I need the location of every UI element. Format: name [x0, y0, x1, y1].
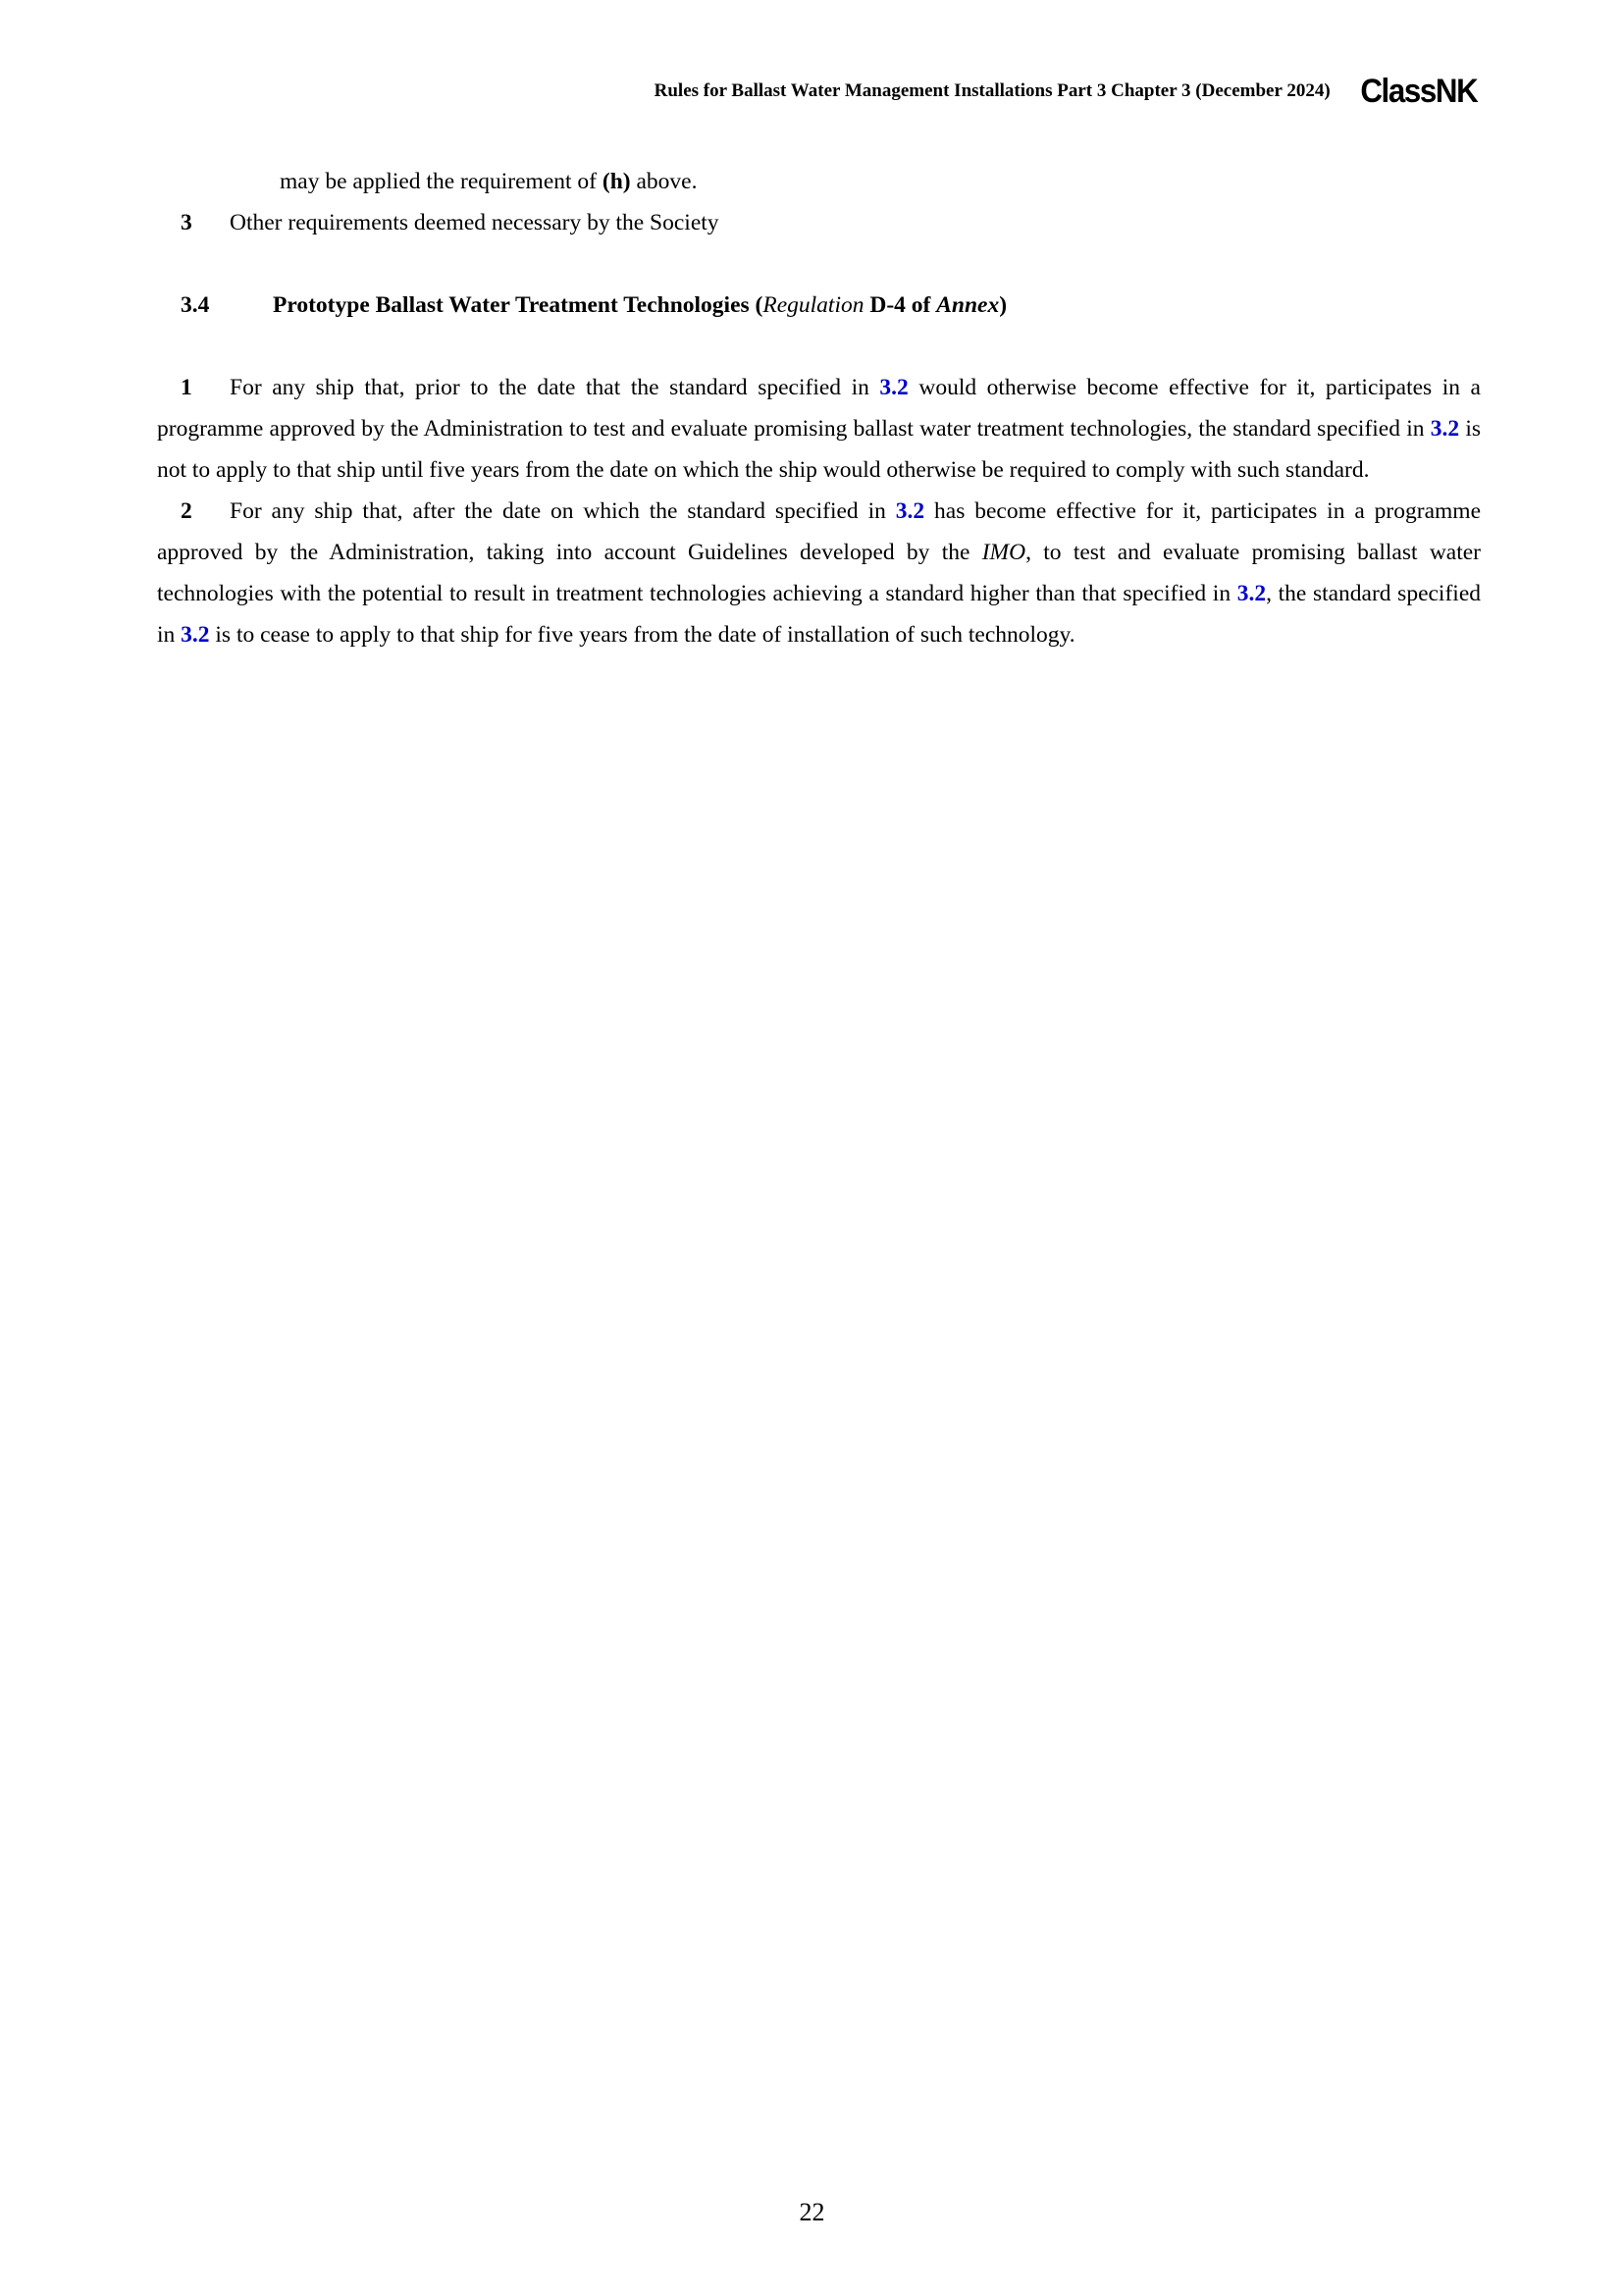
- reference-link-3-2[interactable]: 3.2: [895, 498, 925, 524]
- classnk-logo: ClassNK: [1360, 73, 1477, 110]
- paragraph-2-text: For any ship that, after the date on which the standard specified in: [230, 498, 896, 524]
- paragraph-2-text: , the standard specified in: [157, 581, 1482, 648]
- paragraph-2-text: , to test and evaluate promising ballast water technologies with the potential to result in treatment technologies achieving a standard higher than that specified in: [157, 540, 1482, 606]
- section-annex-word: Annex: [936, 292, 1000, 318]
- header-title: Rules for Ballast Water Management Installations Part 3 Chapter 3 (December 2024): [654, 80, 1331, 101]
- imo-abbreviation: IMO: [981, 540, 1026, 565]
- paragraph-1-text: For any ship that, prior to the date that the standard specified in: [230, 375, 880, 400]
- paragraph-2-text: has become effective for it, participates in a programme approved by the Administration, taking into account Guidelines developed by the: [157, 498, 1482, 565]
- paragraph-1: [157, 367, 1481, 491]
- paragraph-1-text: is not to apply to that ship until five years from the date on which the ship would otherwise be required to comply with such standard.: [157, 416, 1481, 483]
- page-number: 22: [799, 2198, 825, 2226]
- item-3: [157, 202, 1481, 243]
- item-3-number: 3: [181, 210, 192, 235]
- continuation-text: may be applied the requirement of: [280, 169, 602, 194]
- continuation-ref: (h): [602, 169, 631, 194]
- item-3-text: Other requirements deemed necessary by the Society: [230, 210, 719, 235]
- reference-link-3-2[interactable]: 3.2: [1430, 416, 1460, 442]
- section-number: 3.4: [181, 292, 210, 318]
- reference-link-3-2[interactable]: 3.2: [1236, 581, 1267, 606]
- section-heading: [157, 285, 1481, 326]
- paragraph-2-text: is to cease to apply to that ship for five years from the date of installation of such technology.: [209, 622, 1075, 648]
- continuation-line: [157, 161, 1481, 202]
- reference-link-3-2[interactable]: 3.2: [879, 375, 909, 400]
- document-body: [157, 161, 1481, 655]
- paragraph-2: [157, 491, 1481, 655]
- section-regulation-id: D-4 of: [864, 292, 937, 318]
- paragraph-2-number: 2: [181, 498, 192, 524]
- continuation-text-end: above.: [630, 169, 698, 194]
- section-regulation-word: Regulation: [762, 292, 864, 318]
- paragraph-1-number: 1: [181, 375, 192, 400]
- paragraph-1-text: would otherwise become effective for it, participates in a programme approved by the Administration to test and evaluate promising ballast water treatment technologies, the standard specified in: [157, 375, 1481, 442]
- page-header: [655, 75, 1477, 108]
- section-title: Prototype Ballast Water Treatment Technologies (: [273, 292, 763, 318]
- section-title-close: ): [999, 292, 1008, 318]
- reference-link-3-2[interactable]: 3.2: [181, 622, 210, 648]
